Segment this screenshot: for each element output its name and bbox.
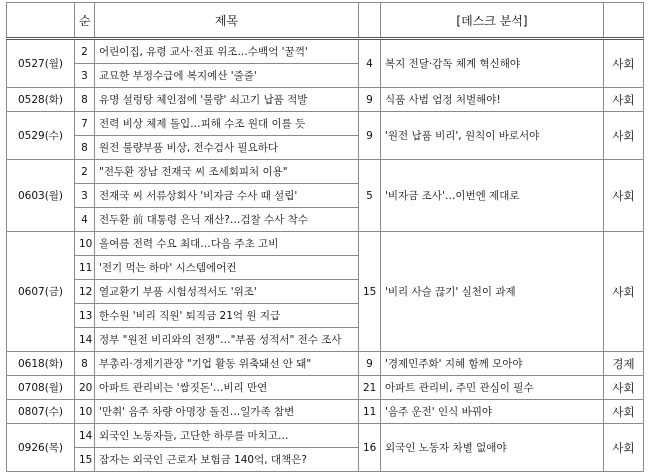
desk-number-cell: 15 — [359, 232, 381, 352]
table-row — [7, 400, 644, 424]
item-number-cell: 4 — [75, 208, 95, 232]
item-number-cell: 8 — [75, 136, 95, 160]
table-row — [7, 39, 644, 64]
date-cell: 0607(금) — [7, 232, 75, 352]
table-row — [7, 376, 644, 400]
item-number-cell: 3 — [75, 184, 95, 208]
desk-title-cell: '원전 납품 비리', 원칙이 바로서야 — [381, 112, 604, 160]
table-row — [7, 424, 644, 448]
header-desk-num — [359, 3, 381, 39]
item-number-cell: 13 — [75, 304, 95, 328]
date-cell: 0528(화) — [7, 88, 75, 112]
date-cell: 0603(월) — [7, 160, 75, 232]
header-category — [604, 3, 644, 39]
item-title-cell: '만취' 음주 차량 아명장 돌진…일가족 참변 — [95, 400, 359, 424]
desk-number-cell: 4 — [359, 39, 381, 88]
header-date — [7, 3, 75, 39]
header-row — [7, 3, 644, 39]
item-number-cell: 14 — [75, 424, 95, 448]
desk-number-cell: 11 — [359, 400, 381, 424]
item-number-cell: 10 — [75, 232, 95, 256]
category-cell: 경제 — [604, 352, 644, 376]
desk-title-cell: 복지 전달·감독 체계 혁신해야 — [381, 39, 604, 88]
table-row — [7, 88, 644, 112]
item-title-cell: 교묘한 부정수급에 복지예산 '줄줄' — [95, 64, 359, 88]
news-analysis-table-container — [6, 2, 643, 472]
item-title-cell: 한수원 '비리 직원' 퇴직금 21억 원 지급 — [95, 304, 359, 328]
item-number-cell: 8 — [75, 352, 95, 376]
desk-title-cell: '비리 사슬 끊기' 실천이 과제 — [381, 232, 604, 352]
item-title-cell: 아파트 관리비는 '쌈짓돈'…비리 만연 — [95, 376, 359, 400]
item-number-cell: 14 — [75, 328, 95, 352]
category-cell: 사회 — [604, 376, 644, 400]
category-cell: 사회 — [604, 424, 644, 472]
desk-title-cell: '음주 운전' 인식 바꿔야 — [381, 400, 604, 424]
item-number-cell: 8 — [75, 88, 95, 112]
date-cell: 0618(화) — [7, 352, 75, 376]
date-cell: 0527(월) — [7, 39, 75, 88]
item-title-cell: 정부 "원전 비리와의 전쟁"…"부품 성적서" 전수 조사 — [95, 328, 359, 352]
desk-title-cell: 식품 사범 엄정 처벌해야! — [381, 88, 604, 112]
table-row — [7, 232, 644, 256]
date-cell: 0926(목) — [7, 424, 75, 472]
item-title-cell: "전두환 장남 전재국 씨 조세회피처 이용" — [95, 160, 359, 184]
category-cell: 사회 — [604, 400, 644, 424]
desk-number-cell: 9 — [359, 352, 381, 376]
desk-number-cell: 9 — [359, 88, 381, 112]
desk-title-cell: '비자금 조사'…이번엔 제대로 — [381, 160, 604, 232]
table-row — [7, 160, 644, 184]
news-analysis-table — [6, 2, 644, 472]
header-order: 순 — [75, 3, 95, 39]
desk-title-cell: '경제민주화' 지혜 함께 모아야 — [381, 352, 604, 376]
category-cell: 사회 — [604, 88, 644, 112]
desk-number-cell: 16 — [359, 424, 381, 472]
item-title-cell: 전두환 前 대통령 은닉 재산?…검찰 수사 착수 — [95, 208, 359, 232]
desk-title-cell: 아파트 관리비, 주민 관심이 필수 — [381, 376, 604, 400]
table-body — [7, 39, 644, 472]
item-number-cell: 12 — [75, 280, 95, 304]
item-title-cell: 유명 설렁탕 체인점에 '불량' 쇠고기 납품 적발 — [95, 88, 359, 112]
item-number-cell: 2 — [75, 39, 95, 64]
item-title-cell: 열교환기 부품 시험성적서도 '위조' — [95, 280, 359, 304]
item-number-cell: 3 — [75, 64, 95, 88]
category-cell: 사회 — [604, 160, 644, 232]
date-cell: 0807(수) — [7, 400, 75, 424]
item-number-cell: 7 — [75, 112, 95, 136]
item-number-cell: 20 — [75, 376, 95, 400]
item-number-cell: 10 — [75, 400, 95, 424]
item-number-cell: 2 — [75, 160, 95, 184]
date-cell: 0529(수) — [7, 112, 75, 160]
date-cell: 0708(월) — [7, 376, 75, 400]
item-title-cell: 올여름 전력 수요 최대…다음 주초 고비 — [95, 232, 359, 256]
item-title-cell: 부총리·경제기관장 "기업 활동 위축돼선 안 돼" — [95, 352, 359, 376]
item-number-cell: 15 — [75, 448, 95, 472]
desk-number-cell: 21 — [359, 376, 381, 400]
item-title-cell: 전력 비상 체제 돌입…피해 수조 원대 이를 듯 — [95, 112, 359, 136]
category-cell: 사회 — [604, 112, 644, 160]
header-title: 제목 — [95, 3, 359, 39]
item-number-cell: 11 — [75, 256, 95, 280]
desk-number-cell: 5 — [359, 160, 381, 232]
item-title-cell: 전재국 씨 서류상회사 '비자금 수사 때 설립' — [95, 184, 359, 208]
item-title-cell: 어린이집, 유령 교사·전표 위조…수백억 '꿀꺽' — [95, 39, 359, 64]
table-row — [7, 112, 644, 136]
item-title-cell: '전기 먹는 하마' 시스템에어컨 — [95, 256, 359, 280]
category-cell: 사회 — [604, 232, 644, 352]
item-title-cell: 잠자는 외국인 근로자 보험금 140억, 대책은? — [95, 448, 359, 472]
header-desk-analysis: [데스크 분석] — [381, 3, 604, 39]
category-cell: 사회 — [604, 39, 644, 88]
item-title-cell: 외국인 노동자들, 고단한 하루를 마치고… — [95, 424, 359, 448]
table-row — [7, 352, 644, 376]
desk-number-cell: 9 — [359, 112, 381, 160]
item-title-cell: 원전 불량부품 비상, 전수검사 필요하다 — [95, 136, 359, 160]
desk-title-cell: 외국인 노동자 차별 없애야 — [381, 424, 604, 472]
